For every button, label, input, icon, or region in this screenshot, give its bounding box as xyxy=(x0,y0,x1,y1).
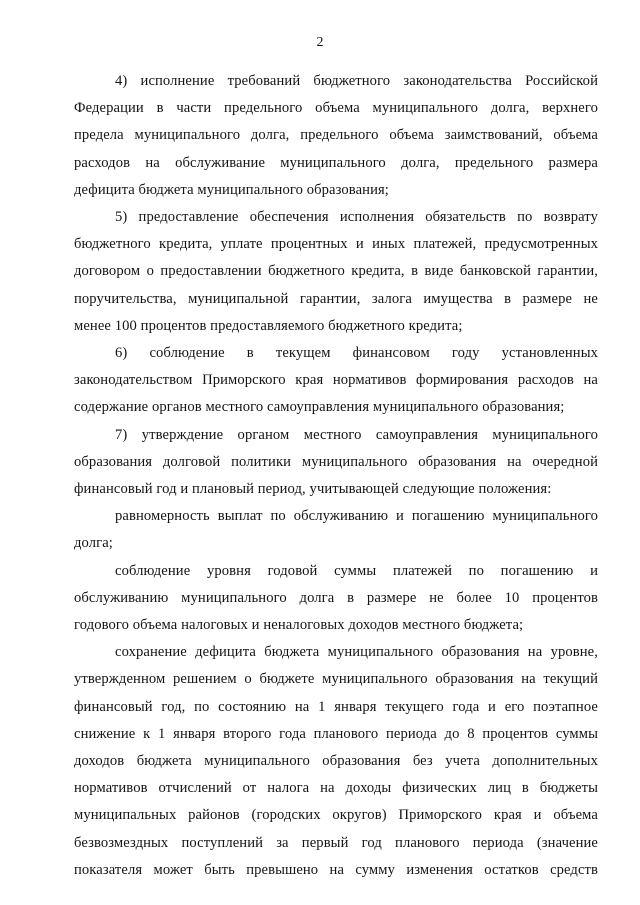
text-line: годового объема налоговых и неналоговых доходов местного бюджета; xyxy=(74,617,524,634)
text-line: 5) предоставление обеспечения исполнения обязательств по возврату xyxy=(115,209,598,226)
text-line: содержание органов местного самоуправления муниципального образования; xyxy=(74,399,565,416)
text-line: бюджетного кредита, уплате процентных и иных платежей, предусмотренных xyxy=(74,236,598,253)
paragraph xyxy=(74,558,598,640)
text-line: 4) исполнение требований бюджетного законодательства Российской xyxy=(115,73,598,89)
text-line: сохранение дефицита бюджета муниципального образования на уровне, xyxy=(115,644,598,661)
paragraph xyxy=(74,204,598,340)
text-line: равномерность выплат по обслуживанию и погашению муниципального xyxy=(115,508,598,525)
paragraph xyxy=(74,422,598,504)
text-line: договором о предоставлении бюджетного кредита, в виде банковской гарантии, xyxy=(74,263,598,280)
text-line: законодательством Приморского края нормативов формирования расходов на xyxy=(74,372,598,389)
text-line: утвержденном решением о бюджете муниципального образования на текущий xyxy=(74,671,598,688)
text-line: безвозмездных поступлений за первый год планового периода (значение xyxy=(74,834,598,851)
text-line: снижение к 1 января второго года планового периода до 8 процентов суммы xyxy=(74,725,598,742)
page-number: 2 xyxy=(316,35,324,50)
paragraph xyxy=(74,340,598,422)
text-line: нормативов отчислений от налога на доходы физических лиц в бюджеты xyxy=(74,780,598,797)
paragraph xyxy=(74,639,598,884)
paragraph xyxy=(74,503,598,557)
text-line: Федерации в части предельного объема муниципального долга, верхнего xyxy=(74,100,598,117)
text-line: 7) утверждение органом местного самоуправления муниципального xyxy=(115,426,598,443)
text-line: поручительства, муниципальной гарантии, залога имущества в размере не xyxy=(74,290,598,307)
text-line: финансовый год, по состоянию на 1 января текущего года и его поэтапное xyxy=(74,698,598,715)
text-line: дефицита бюджета муниципального образования; xyxy=(74,181,389,198)
paragraph xyxy=(74,68,598,204)
document-body xyxy=(74,68,598,884)
text-line: доходов бюджета муниципального образования без учета дополнительных xyxy=(74,753,598,770)
text-line: муниципальных районов (городских округов) Приморского края и объема xyxy=(74,807,598,824)
text-line: долга; xyxy=(74,535,113,552)
text-line: финансовый год и плановый период, учитывающей следующие положения: xyxy=(74,481,552,498)
text-line: обслуживанию муниципального долга в размере не более 10 процентов xyxy=(74,589,598,606)
text-line: менее 100 процентов предоставляемого бюджетного кредита; xyxy=(74,317,463,334)
text-line: расходов на обслуживание муниципального долга, предельного размера xyxy=(74,154,598,171)
text-line: соблюдение уровня годовой суммы платежей по погашению и xyxy=(115,562,598,579)
text-line: 6) соблюдение в текущем финансовом году установленных xyxy=(115,345,598,362)
text-line: образования долговой политики муниципального образования на очередной xyxy=(74,453,598,470)
text-line: предела муниципального долга, предельного объема заимствований, объема xyxy=(74,127,598,144)
text-line: показателя может быть превышено на сумму изменения остатков средств xyxy=(74,861,598,878)
